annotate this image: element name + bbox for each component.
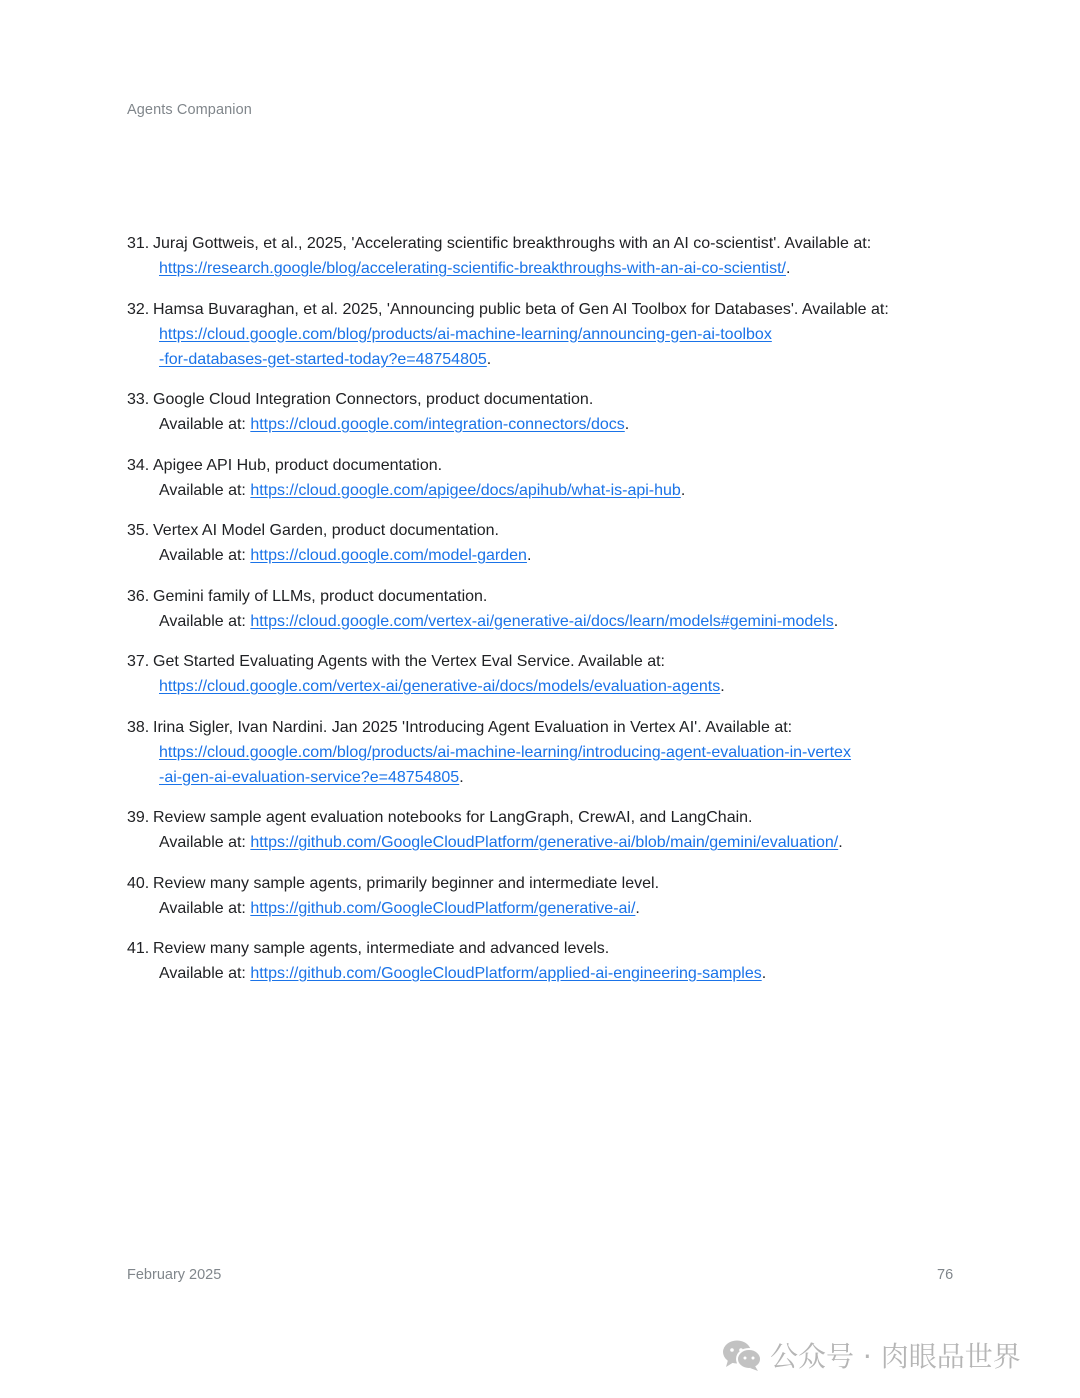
reference-text: Google Cloud Integration Connectors, product documentation. — [153, 391, 594, 408]
reference-title-line — [127, 453, 957, 478]
reference-link[interactable]: https://cloud.google.com/blog/products/ai-machine-learning/announcing-gen-ai-toolbox — [159, 325, 772, 343]
running-header: Agents Companion — [127, 102, 252, 118]
reference-period: . — [680, 481, 686, 499]
reference-title-line — [127, 518, 957, 543]
reference-number: 33. — [127, 391, 150, 408]
available-at-label: Available at: — [159, 416, 251, 433]
reference-number: 36. — [127, 587, 150, 605]
reference-title-line — [127, 231, 957, 256]
reference-period: . — [833, 612, 839, 630]
reference-title-line — [127, 805, 957, 830]
reference-item — [127, 649, 957, 699]
reference-number: 32. — [127, 300, 150, 318]
reference-link-line — [127, 412, 957, 437]
reference-link[interactable]: https://github.com/GoogleCloudPlatform/generative-ai/blob/main/gemini/evaluation/ — [250, 834, 839, 851]
reference-item — [127, 936, 957, 986]
available-at-label: Available at: — [159, 481, 251, 499]
available-at-label: Available at: — [159, 965, 251, 982]
reference-period: . — [761, 965, 767, 982]
reference-number: 40. — [127, 874, 150, 892]
reference-link[interactable]: https://cloud.google.com/vertex-ai/generative-ai/docs/models/evaluation-agents — [159, 678, 721, 695]
reference-list — [127, 231, 957, 1002]
reference-link-line — [127, 347, 957, 372]
reference-period: . — [624, 416, 630, 433]
reference-number: 37. — [127, 653, 150, 670]
reference-period: . — [486, 350, 492, 368]
reference-number: 35. — [127, 522, 150, 539]
reference-number: 34. — [127, 456, 150, 474]
reference-link[interactable]: -for-databases-get-started-today?e=48754805 — [159, 350, 487, 368]
reference-link[interactable]: https://cloud.google.com/blog/products/ai-machine-learning/introducing-agent-evaluation-in-vertex — [159, 743, 851, 761]
reference-link[interactable]: https://github.com/GoogleCloudPlatform/applied-ai-engineering-samples — [250, 965, 762, 982]
reference-link-line — [127, 765, 957, 790]
wechat-icon — [722, 1338, 762, 1372]
reference-text: Get Started Evaluating Agents with the Vertex Eval Service. Available at: — [153, 653, 665, 670]
reference-number: 38. — [127, 718, 150, 736]
reference-text: Apigee API Hub, product documentation. — [153, 456, 443, 474]
reference-title-line — [127, 387, 957, 412]
reference-link[interactable]: https://github.com/GoogleCloudPlatform/generative-ai/ — [250, 899, 636, 917]
reference-link[interactable]: https://cloud.google.com/vertex-ai/generative-ai/docs/learn/models#gemini-models — [250, 612, 834, 630]
reference-item — [127, 297, 957, 372]
reference-link-line — [127, 543, 957, 568]
footer-date: February 2025 — [127, 1267, 222, 1283]
reference-link-line — [127, 830, 957, 855]
available-at-label: Available at: — [159, 612, 251, 630]
reference-link[interactable]: https://cloud.google.com/model-garden — [250, 547, 527, 564]
reference-link-line — [127, 609, 957, 634]
reference-link-line — [127, 256, 957, 281]
watermark-text: 公众号 · 肉眼品世界 — [770, 1340, 1021, 1373]
reference-item — [127, 715, 957, 790]
reference-item — [127, 231, 957, 281]
reference-link-line — [127, 322, 957, 347]
reference-item — [127, 387, 957, 437]
reference-period: . — [635, 899, 640, 917]
reference-link[interactable]: https://cloud.google.com/apigee/docs/apihub/what-is-api-hub — [250, 481, 681, 499]
reference-title-line — [127, 715, 957, 740]
reference-title-line — [127, 649, 957, 674]
reference-text: Vertex AI Model Garden, product documentation. — [153, 522, 499, 539]
reference-title-line — [127, 584, 957, 609]
reference-text: Review many sample agents, intermediate and advanced levels. — [153, 940, 610, 957]
reference-item — [127, 871, 957, 921]
reference-text: Review sample agent evaluation notebooks for LangGraph, CrewAI, and LangChain. — [153, 809, 753, 826]
reference-period: . — [838, 834, 843, 851]
reference-period: . — [785, 260, 791, 277]
available-at-label: Available at: — [159, 834, 251, 851]
reference-number: 31. — [127, 235, 150, 252]
reference-link-line — [127, 961, 957, 986]
reference-text: Juraj Gottweis, et al., 2025, 'Accelerating scientific breakthroughs with an AI co-scientist'. Available at: — [153, 235, 872, 252]
reference-title-line — [127, 297, 957, 322]
reference-link[interactable]: -ai-gen-ai-evaluation-service?e=48754805 — [159, 768, 460, 786]
reference-number: 39. — [127, 809, 150, 826]
reference-text: Gemini family of LLMs, product documentation. — [153, 587, 488, 605]
reference-item — [127, 518, 957, 568]
reference-text: Review many sample agents, primarily beginner and intermediate level. — [153, 874, 660, 892]
reference-title-line — [127, 936, 957, 961]
reference-link[interactable]: https://research.google/blog/accelerating-scientific-breakthroughs-with-an-ai-co-scientist/ — [159, 260, 786, 277]
watermark — [722, 1336, 1021, 1374]
reference-text: Hamsa Buvaraghan, et al. 2025, 'Announcing public beta of Gen AI Toolbox for Databases'. Available at: — [153, 300, 889, 318]
reference-item — [127, 584, 957, 634]
reference-title-line — [127, 871, 957, 896]
reference-link-line — [127, 740, 957, 765]
reference-period: . — [526, 547, 532, 564]
reference-period: . — [459, 768, 464, 786]
available-at-label: Available at: — [159, 547, 251, 564]
reference-link-line — [127, 896, 957, 921]
reference-period: . — [720, 678, 725, 695]
reference-text: Irina Sigler, Ivan Nardini. Jan 2025 'Introducing Agent Evaluation in Vertex AI'. Available at: — [153, 718, 793, 736]
reference-link-line — [127, 674, 957, 699]
reference-item — [127, 453, 957, 503]
reference-link[interactable]: https://cloud.google.com/integration-connectors/docs — [250, 416, 625, 433]
page-number: 76 — [937, 1267, 954, 1283]
reference-number: 41. — [127, 940, 150, 957]
available-at-label: Available at: — [159, 899, 251, 917]
reference-link-line — [127, 478, 957, 503]
reference-item — [127, 805, 957, 855]
